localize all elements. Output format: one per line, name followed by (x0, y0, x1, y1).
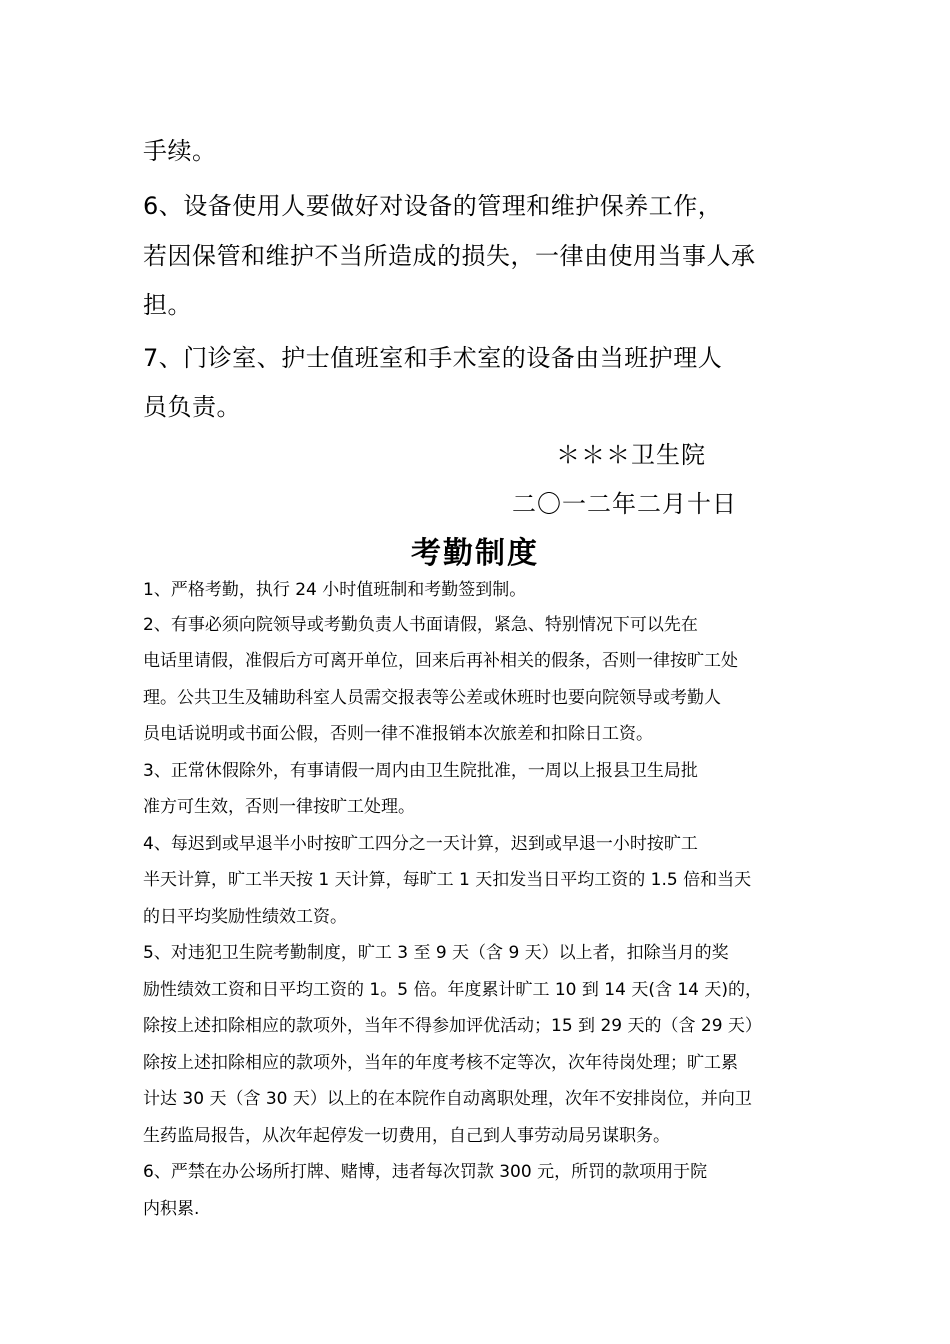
notice-line: 若因保管和维护不当所造成的损失，一律由使用当事人承 (143, 242, 756, 270)
attendance-line: 计达 30 天（含 30 天）以上的在本院作自动离职处理，次年不安排岗位，并向卫 (143, 1089, 752, 1109)
attendance-line: 电话里请假，准假后方可离开单位，回来后再补相关的假条，否则一律按旷工处 (143, 651, 738, 671)
attendance-line: 2、有事必须向院领导或考勤负责人书面请假，紧急、特别情况下可以先在 (143, 615, 698, 635)
attendance-line: 励性绩效工资和日平均工资的 1。5 倍。年度累计旷工 10 到 14 天(含 14 天)的， (143, 980, 763, 1000)
notice-line: 担。 (143, 291, 192, 319)
attendance-line: 3、正常休假除外，有事请假一周内由卫生院批准，一周以上报县卫生局批 (143, 761, 698, 781)
notice-line: 6、设备使用人要做好对设备的管理和维护保养工作， (143, 192, 723, 220)
attendance-line: 半天计算，旷工半天按 1 天计算，每旷工 1 天扣发当日平均工资的 1.5 倍和当天 (143, 870, 752, 890)
date: 二〇一二年二月十日 (512, 490, 737, 518)
attendance-line: 准方可生效，否则一律按旷工处理。 (143, 797, 415, 817)
attendance-line: 除按上述扣除相应的款项外，当年的年度考核不定等次，次年待岗处理；旷工累 (143, 1053, 738, 1073)
attendance-line: 内积累. (143, 1199, 200, 1219)
attendance-line: 5、对违犯卫生院考勤制度，旷工 3 至 9 天（含 9 天）以上者，扣除当月的奖 (143, 943, 729, 963)
attendance-line: 4、每迟到或早退半小时按旷工四分之一天计算，迟到或早退一小时按旷工 (143, 834, 698, 854)
signature: ＊＊＊卫生院 (556, 441, 706, 469)
attendance-line: 员电话说明或书面公假，否则一律不准报销本次旅差和扣除日工资。 (143, 724, 653, 744)
attendance-line: 6、严禁在办公场所打牌、赌博，违者每次罚款 300 元，所罚的款项用于院 (143, 1162, 708, 1182)
page-title: 考勤制度 (411, 536, 539, 571)
attendance-line: 理。公共卫生及辅助科室人员需交报表等公差或休班时也要向院领导或考勤人 (143, 688, 721, 708)
attendance-line: 生药监局报告，从次年起停发一切费用，自己到人事劳动局另谋职务。 (143, 1126, 670, 1146)
notice-line: 手续。 (143, 137, 217, 165)
attendance-line: 除按上述扣除相应的款项外，当年不得参加评优活动；15 到 29 天的（含 29 天） (143, 1016, 762, 1036)
attendance-line: 的日平均奖励性绩效工资。 (143, 907, 347, 927)
notice-line: 7、门诊室、护士值班室和手术室的设备由当班护理人 (143, 344, 723, 372)
notice-line: 员负责。 (143, 393, 241, 421)
attendance-line: 1、严格考勤，执行 24 小时值班制和考勤签到制。 (143, 580, 527, 600)
